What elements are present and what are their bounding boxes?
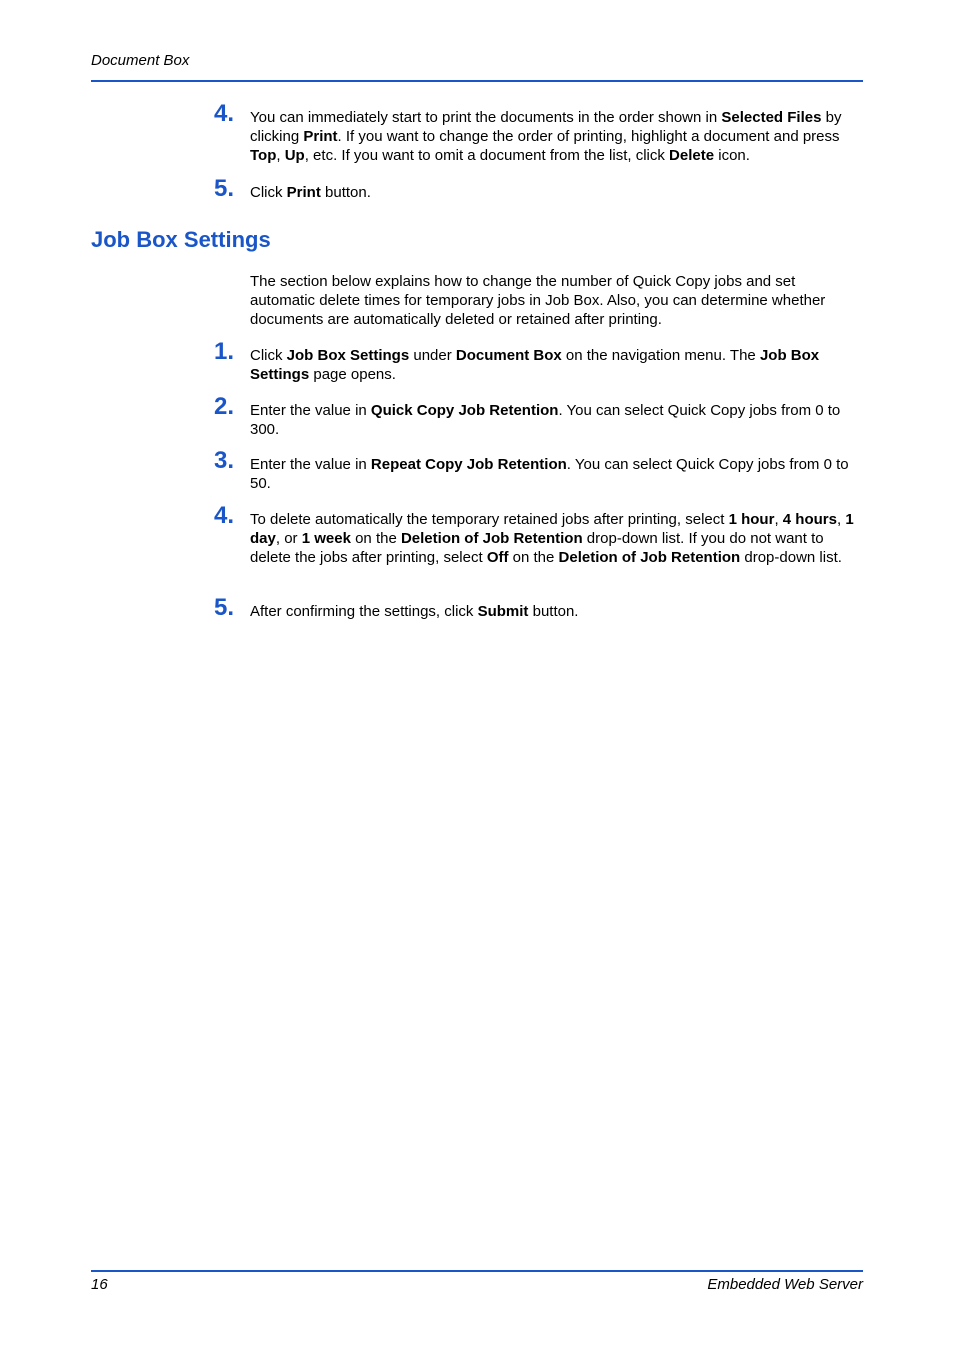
step-top-2 (214, 175, 864, 202)
step-number: 3. (214, 447, 235, 474)
step-number: 4. (214, 100, 235, 127)
bold-term: 1 day (250, 511, 854, 548)
step-section-4 (214, 502, 864, 568)
step-number: 5. (214, 594, 235, 621)
header-title: Document Box (91, 52, 190, 69)
bold-term: Print (303, 128, 338, 146)
step-section-5 (214, 594, 864, 621)
step-text: Enter the value in Repeat Copy Job Retention. You can select Quick Copy jobs from 0 to 50. (250, 456, 849, 493)
step-section-3 (214, 447, 864, 493)
step-text: Enter the value in Quick Copy Job Retention. You can select Quick Copy jobs from 0 to 300. (250, 402, 841, 439)
bold-term: Top (250, 147, 277, 165)
step-number: 2. (214, 393, 235, 420)
bold-term: Job Box Settings (250, 347, 820, 384)
bold-term: 1 hour (728, 511, 775, 528)
bold-term: Delete (669, 147, 715, 165)
bold-term: Print (286, 184, 321, 201)
bold-term: Up (284, 147, 305, 165)
step-section-1 (214, 338, 864, 384)
bold-term: 4 hours (782, 511, 837, 528)
bold-term: Document Box (455, 347, 562, 364)
step-text: Click Job Box Settings under Document Box on the navigation menu. The Job Box Settings page opens. (250, 347, 820, 384)
bold-term: Job Box Settings (286, 347, 410, 364)
step-section-2 (214, 393, 864, 439)
step-text: You can immediately start to print the documents in the order shown in Selected Files by clicking Print. If you want to change the order of printing, highlight a document and press Top, Up, etc. If you want to omit a document from the list, click Delete icon. (250, 109, 842, 165)
footer-rule (91, 1270, 863, 1272)
header-rule (91, 80, 863, 82)
step-top-1 (214, 100, 864, 166)
step-number: 5. (214, 175, 235, 202)
bold-term: Submit (477, 603, 529, 620)
step-text: After confirming the settings, click Submit button. (250, 603, 579, 620)
bold-term: Off (486, 549, 509, 567)
bold-term: Repeat Copy Job Retention (370, 456, 567, 473)
step-text: To delete automatically the temporary retained jobs after printing, select 1 hour, 4 hours, 1 day, or 1 week on the Deletion of Job Retention drop-down list. If you do not want to delete the jobs after printing, select Off on the Deletion of Job Retention drop-down list. (250, 511, 854, 567)
bold-term: Deletion of Job Retention (558, 549, 741, 567)
bold-term: Deletion of Job Retention (400, 530, 583, 548)
step-text: Click Print button. (250, 184, 371, 201)
section-intro: The section below explains how to change the number of Quick Copy jobs and set automatic delete times for temporary jobs in Job Box. Also, you can determine whether documents are automatically deleted or retained after printing. (250, 273, 826, 329)
bold-term: 1 week (301, 530, 351, 548)
footer-title: Embedded Web Server (707, 1276, 863, 1293)
page-number: 16 (91, 1276, 108, 1293)
bold-term: Selected Files (721, 109, 822, 126)
step-number: 1. (214, 338, 235, 365)
bold-term: Quick Copy Job Retention (370, 402, 559, 419)
section-title: Job Box Settings (91, 227, 271, 252)
step-number: 4. (214, 502, 235, 529)
